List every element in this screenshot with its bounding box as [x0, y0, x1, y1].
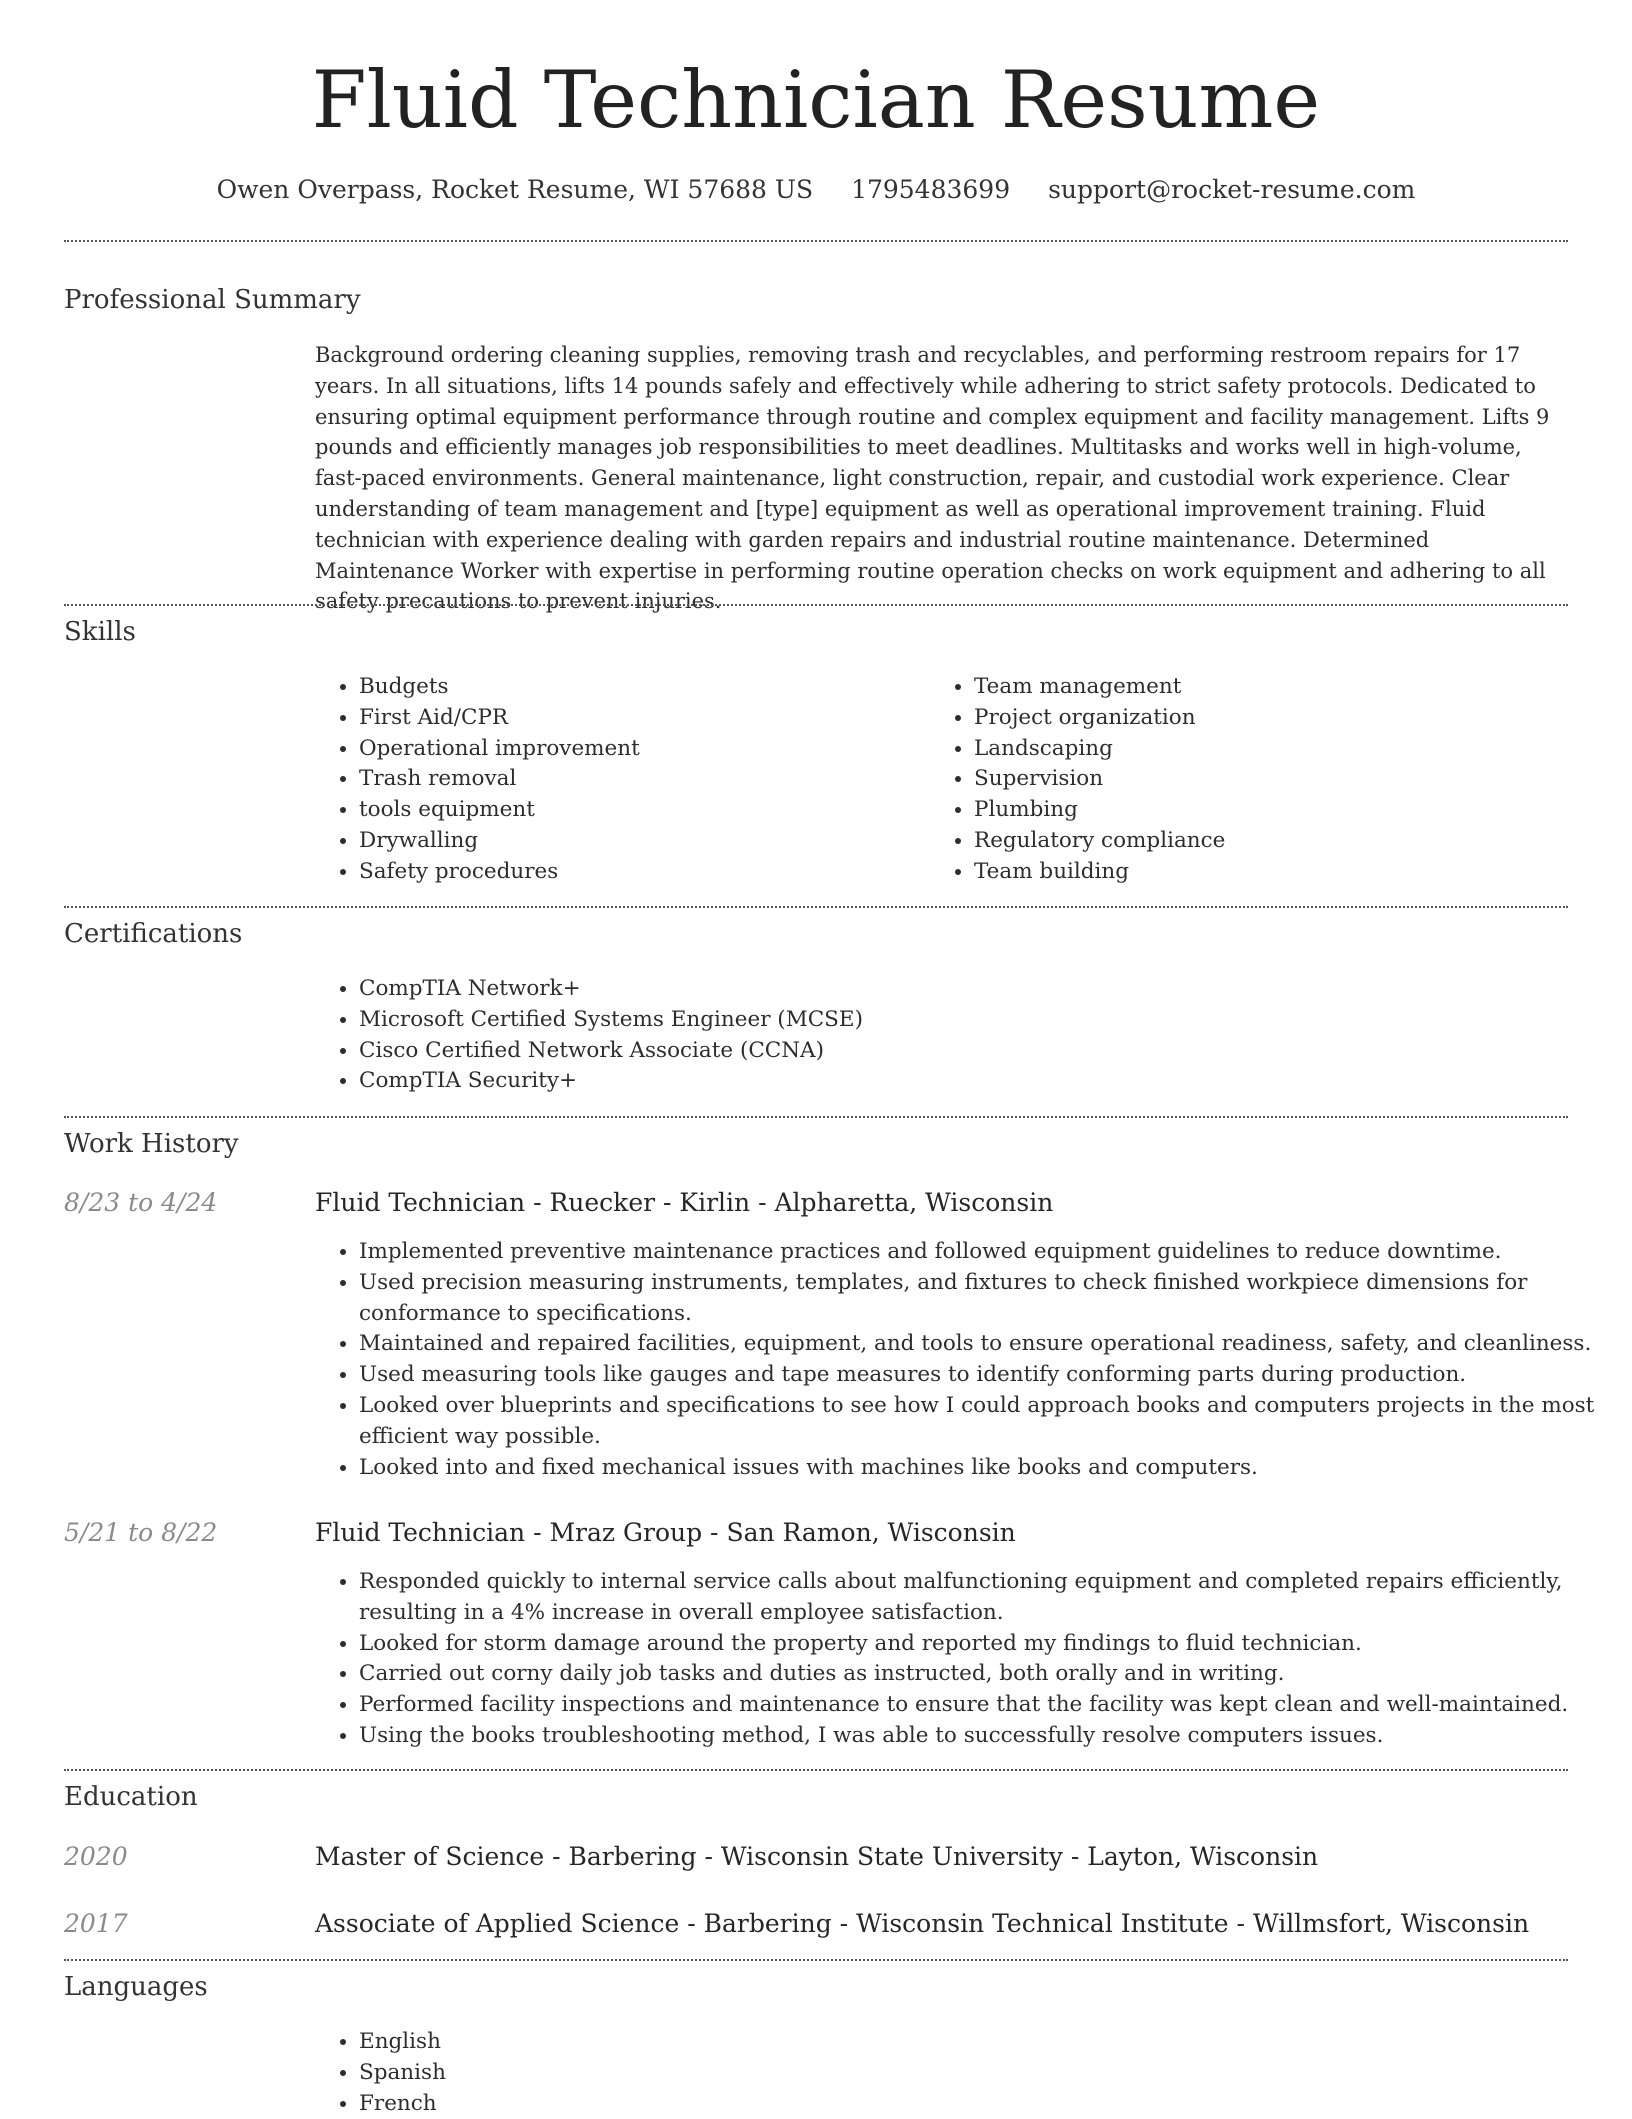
job-bullet: • Using the books troubleshooting method, I was able to successfully resolve computers issues. — [359, 1721, 1614, 1752]
language-item: • Spanish — [359, 2058, 959, 2089]
divider — [64, 604, 1568, 606]
contact-email: support@rocket-resume.com — [1048, 175, 1416, 204]
section-title-work-history: Work History — [64, 1129, 239, 1159]
section-title-languages: Languages — [64, 1972, 208, 2002]
skills-list-right — [930, 672, 1574, 888]
job-heading: Fluid Technician - Mraz Group - San Ramon, Wisconsin — [315, 1518, 1016, 1547]
certifications-list — [315, 974, 1559, 1097]
divider — [64, 1116, 1568, 1118]
certification-item: • CompTIA Network+ — [359, 974, 1559, 1005]
job-bullet: • Maintained and repaired facilities, equipment, and tools to ensure operational readiness, safety, and cleanliness. — [359, 1329, 1614, 1360]
skill-item: • Project organization — [974, 703, 1574, 734]
job-bullet: • Used measuring tools like gauges and tape measures to identify conforming parts during production. — [359, 1360, 1614, 1391]
job-bullet: • Looked into and fixed mechanical issues with machines like books and computers. — [359, 1453, 1614, 1484]
contact-address: Owen Overpass, Rocket Resume, WI 57688 US — [216, 175, 814, 204]
skill-item: • Landscaping — [974, 734, 1574, 765]
summary-text: Background ordering cleaning supplies, removing trash and recyclables, and performing restroom repairs for 17 years. In all situations, lifts 14 pounds safely and effectively while adhering to strict safety protocols. Dedicated to ensuring optimal equipment performance through routine and complex equipment and facility management. Lifts 9 pounds and efficiently manages job responsibilities to meet deadlines. Multitasks and works well in high-volume, fast-paced environments. General maintenance, light construction, repair, and custodial work experience. Clear understanding of team management and [type] equipment as well as operational improvement training. Fluid technician with experience dealing with garden repairs and industrial routine maintenance. Determined Maintenance Worker with expertise in performing routine operation checks on work equipment and adhering to all safety precautions to prevent injuries. — [315, 343, 1550, 614]
job-bullet: • Responded quickly to internal service calls about malfunctioning equipment and completed repairs efficiently, resulting in a 4% increase in overall employee satisfaction. — [359, 1567, 1614, 1629]
job-heading: Fluid Technician - Ruecker - Kirlin - Alpharetta, Wisconsin — [315, 1188, 1054, 1217]
divider — [64, 240, 1568, 242]
skill-item: • Team management — [974, 672, 1574, 703]
skill-item: • Team building — [974, 857, 1574, 888]
job-bullet: • Carried out corny daily job tasks and duties as instructed, both orally and in writing. — [359, 1659, 1614, 1690]
job-bullet: • Looked for storm damage around the property and reported my findings to fluid technician. — [359, 1629, 1614, 1660]
certification-item: • Microsoft Certified Systems Engineer (MCSE) — [359, 1005, 1559, 1036]
job-dates: 5/21 to 8/22 — [64, 1518, 218, 1547]
skill-item: • Supervision — [974, 764, 1574, 795]
job-bullet: • Looked over blueprints and specifications to see how I could approach books and computers projects in the most efficient way possible. — [359, 1391, 1614, 1453]
skill-item: • Drywalling — [359, 826, 919, 857]
education-heading: Associate of Applied Science - Barbering - Wisconsin Technical Institute - Willmsfort, Wisconsin — [315, 1909, 1530, 1938]
divider — [64, 1769, 1568, 1771]
education-heading: Master of Science - Barbering - Wisconsin State University - Layton, Wisconsin — [315, 1842, 1319, 1871]
skill-item: • Budgets — [359, 672, 919, 703]
section-title-education: Education — [64, 1782, 198, 1812]
skill-item: • Operational improvement — [359, 734, 919, 765]
section-title-certifications: Certifications — [64, 919, 243, 949]
languages-list — [315, 2027, 959, 2119]
job-dates: 8/23 to 4/24 — [64, 1188, 218, 1217]
resume-title: Fluid Technician Resume — [311, 54, 1321, 146]
divider — [64, 906, 1568, 908]
skill-item: • Plumbing — [974, 795, 1574, 826]
skill-item: • Safety procedures — [359, 857, 919, 888]
job-bullet: • Used precision measuring instruments, templates, and fixtures to check finished workpiece dimensions for conformance to specifications. — [359, 1268, 1614, 1330]
divider — [64, 1959, 1568, 1961]
job-bullet: • Performed facility inspections and maintenance to ensure that the facility was kept clean and well-maintained. — [359, 1690, 1614, 1721]
contact-line — [0, 170, 1632, 210]
skill-item: • tools equipment — [359, 795, 919, 826]
skill-item: • Regulatory compliance — [974, 826, 1574, 857]
section-title-skills: Skills — [64, 617, 136, 647]
certification-item: • Cisco Certified Network Associate (CCNA) — [359, 1036, 1559, 1067]
education-year: 2017 — [64, 1909, 128, 1938]
job-bullets — [315, 1567, 1614, 1752]
job-bullets — [315, 1237, 1614, 1483]
skills-list-left — [315, 672, 919, 888]
education-year: 2020 — [64, 1842, 128, 1871]
job-bullet: • Implemented preventive maintenance practices and followed equipment guidelines to reduce downtime. — [359, 1237, 1614, 1268]
contact-phone: 1795483699 — [851, 175, 1011, 204]
skill-item: • Trash removal — [359, 764, 919, 795]
language-item: • French — [359, 2089, 959, 2119]
language-item: • English — [359, 2027, 959, 2058]
skill-item: • First Aid/CPR — [359, 703, 919, 734]
certification-item: • CompTIA Security+ — [359, 1066, 1559, 1097]
section-title-summary: Professional Summary — [64, 285, 361, 315]
